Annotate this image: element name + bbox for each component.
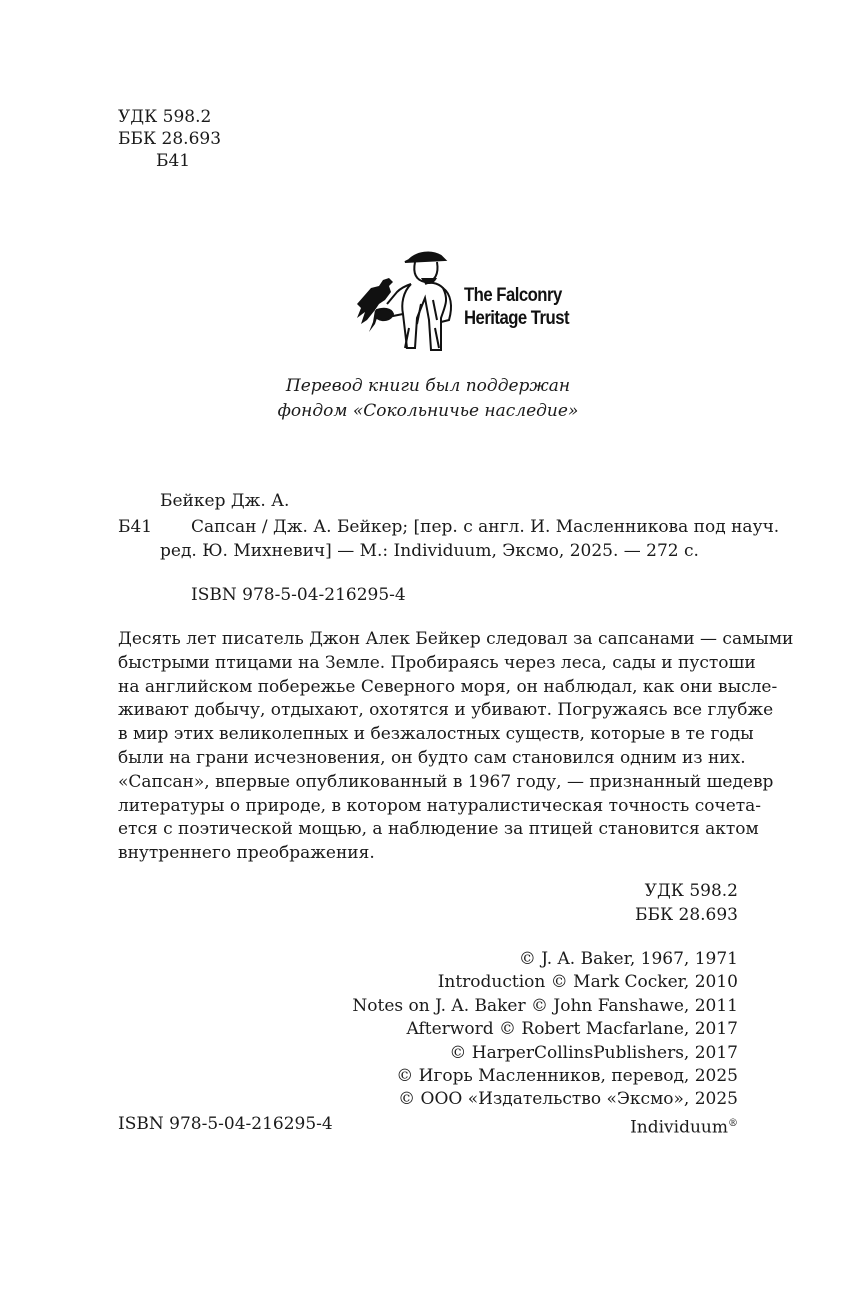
support-line-1: Перевод книги был поддержан — [285, 376, 571, 396]
annotation-line: внутреннего преображения. — [118, 843, 375, 864]
bbk-code-right: ББК 28.693 — [634, 905, 738, 925]
logo-wordmark — [464, 284, 569, 330]
annotation-line: живают добычу, отдыхают, охотятся и убивают. Погружаясь все глубже — [118, 700, 774, 721]
biblio-isbn: ISBN 978-5-04-216295-4 — [191, 585, 406, 605]
copyright-line: © HarperCollinsPublishers, 2017 — [449, 1042, 738, 1063]
annotation-paragraph — [118, 628, 794, 866]
biblio-description-line-1: Сапсан / Дж. А. Бейкер; [пер. с англ. И. Масленникова под науч. — [191, 517, 780, 537]
classification-block — [118, 106, 221, 172]
annotation-line: в мир этих великолепных и безжалостных существ, которые в те годы — [118, 724, 754, 745]
udk-code: УДК 598.2 — [118, 107, 212, 127]
copyright-line: © J. A. Baker, 1967, 1971 — [518, 949, 738, 969]
logo-text-line1: The Falconry — [464, 285, 562, 306]
biblio-description-line-2: ред. Ю. Михневич] — М.: Individuum, Эксмо, 2025. — 272 с. — [160, 541, 699, 561]
copyright-block — [352, 948, 738, 1112]
footer-isbn: ISBN 978-5-04-216295-4 — [118, 1114, 333, 1134]
classification-right-block — [635, 880, 738, 928]
annotation-line: «Сапсан», впервые опубликованный в 1967 году, — признанный шедевр — [118, 771, 774, 792]
copyright-line: Introduction © Mark Cocker, 2010 — [437, 972, 738, 993]
annotation-line: на английском побережье Северного моря, он наблюдал, как они высле- — [118, 676, 778, 697]
publisher-name: Individuum — [630, 1117, 728, 1138]
copyright-line: © Игорь Масленников, перевод, 2025 — [396, 1065, 738, 1086]
annotation-line: были на грани исчезновения, он будто сам становился одним из них. — [118, 747, 746, 768]
support-line-2: фондом «Сокольничье наследие» — [277, 401, 579, 421]
copyright-line: © ООО «Издательство «Эксмо», 2025 — [398, 1089, 738, 1110]
annotation-line: ется с поэтической мощью, а наблюдение за птицей становится актом — [118, 819, 759, 840]
copyright-line: Afterword © Robert Macfarlane, 2017 — [406, 1019, 738, 1040]
registered-mark: ® — [728, 1118, 738, 1129]
biblio-author: Бейкер Дж. А. — [160, 491, 290, 511]
biblio-author-mark: Б41 — [118, 517, 153, 537]
bbk-code: ББК 28.693 — [118, 129, 222, 149]
author-mark: Б41 — [156, 151, 191, 171]
footer-publisher — [630, 1113, 738, 1139]
annotation-line: литературы о природе, в котором натуралистическая точность сочета- — [118, 795, 762, 816]
annotation-line: Десять лет писатель Джон Алек Бейкер следовал за сапсанами — самыми — [118, 629, 794, 649]
udk-code-right: УДК 598.2 — [644, 881, 738, 901]
translation-support-note — [0, 374, 856, 424]
logo-text-line2: Heritage Trust — [464, 308, 570, 329]
annotation-line: быстрыми птицами на Земле. Пробираясь через леса, сады и пустоши — [118, 652, 756, 673]
copyright-line: Notes on J. A. Baker © John Fanshawe, 2011 — [352, 995, 738, 1016]
